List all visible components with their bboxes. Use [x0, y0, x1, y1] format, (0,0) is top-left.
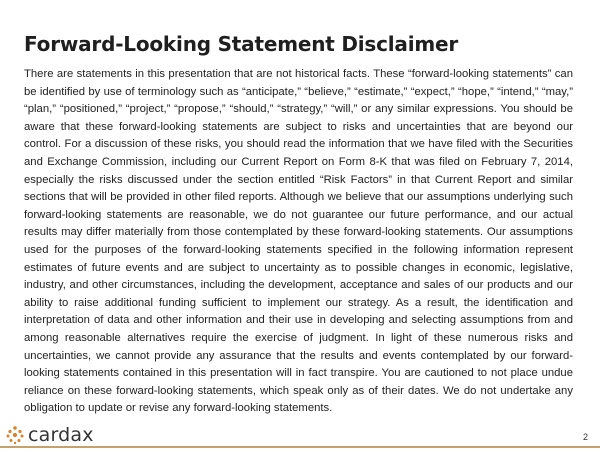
dot-cluster-icon — [5, 425, 25, 445]
page-number: 2 — [582, 432, 588, 442]
cardax-logo — [5, 425, 94, 445]
logo-wordmark: cardax — [28, 424, 94, 446]
slide-title: Forward-Looking Statement Disclaimer — [24, 32, 459, 56]
footer-divider — [0, 446, 600, 448]
disclaimer-body: There are statements in this presentation that are not historical facts. These “forward-looking statements” can be identified by use of terminology such as “anticipate,” “believe,” “estimate,” “expect,” “hope,” “intend,” “may,” “plan,” “positioned,” “project,” “propose,” “should,” “strategy,” “will,” or any similar expressions. You should be aware that these forward-looking statements are subject to risks and uncertainties that are beyond our control. For a discussion of these risks, you should read the information that we have filed with the Securities and Exchange Commission, including our Current Report on Form 8-K that was filed on February 7, 2014, especially the risks discussed under the section entitled “Risk Factors” in that Current Report and similar sections that will be provided in other filed reports. Although we believe that our assumptions underlying such forward-looking statements are reasonable, we do not guarantee our future performance, and our actual results may differ materially from those contemplated by these forward-looking statements. Our assumptions used for the purposes of the forward-looking statements specified in the following information represent estimates of future events and are subject to uncertainty as to possible changes in economic, legislative, industry, and other circumstances, including the development, acceptance and sales of our products and our ability to raise additional funding sufficient to implement our strategy. As a result, the identification and interpretation of data and other information and their use in developing and selecting assumptions from and among reasonable alternatives require the exercise of judgment. In light of these numerous risks and uncertainties, we cannot provide any assurance that the results and events contemplated by our forward-looking statements contained in this presentation will in fact transpire. You are cautioned to not place undue reliance on these forward-looking statements, which speak only as of their dates. We do not undertake any obligation to update or revise any forward-looking statements. — [24, 68, 573, 415]
